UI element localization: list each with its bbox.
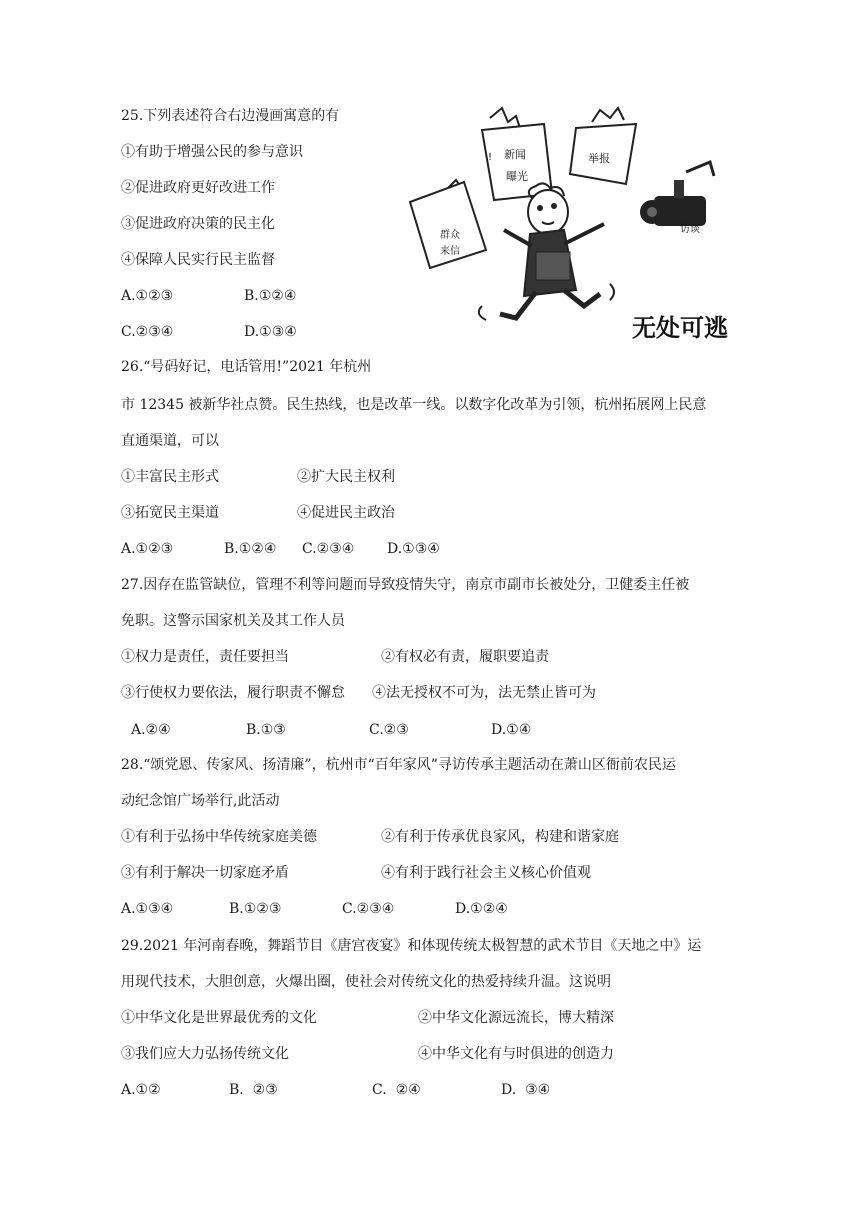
q29-statement-3: ③我们应大力弘扬传统文化 <box>121 1046 289 1062</box>
q25-stem: 25.下列表述符合右边漫画寓意的有 <box>121 108 340 124</box>
q26-statement-4: ④促进民主政治 <box>297 505 395 521</box>
q25-choice-c: C.②③④ <box>121 324 174 340</box>
q29-statement-1: ①中华文化是世界最优秀的文化 <box>121 1010 317 1026</box>
q28-statement-2: ②有利于传承优良家风，构建和谐家庭 <box>381 829 619 845</box>
q25-statement-3: ③促进政府决策的民主化 <box>121 216 275 232</box>
q29-choice-a: A.①② <box>121 1082 161 1098</box>
q29-statement-4: ④中华文化有与时俱进的创造力 <box>418 1046 614 1062</box>
q28-choice-a: A.①③④ <box>121 901 174 917</box>
q25-choice-a: A.①②③ <box>121 288 174 304</box>
q26-choice-a: A.①②③ <box>121 541 174 557</box>
q25-choice-d: D.①③④ <box>244 324 297 340</box>
letters-sign <box>410 180 486 268</box>
q28-choice-d: D.①②④ <box>455 901 508 917</box>
q27-choice-c: C.②③ <box>369 722 409 738</box>
q25-choice-b: B.①②④ <box>244 288 297 304</box>
q29-choice-b: B. ②③ <box>229 1082 278 1098</box>
q25-statement-1: ①有助于增强公民的参与意识 <box>121 144 303 160</box>
q27-statement-2: ②有权必有责，履职要追责 <box>381 649 549 665</box>
q29-stem-line-2: 用现代技术，大胆创意，火爆出圈，使社会对传统文化的热爱持续升温。这说明 <box>121 974 611 990</box>
q28-statement-3: ③有利于解决一切家庭矛盾 <box>121 865 289 881</box>
q26-stem-line-3: 直通渠道，可以 <box>121 433 219 449</box>
q26-statement-3: ③拓宽民主渠道 <box>121 505 219 521</box>
q25-statement-2: ②促进政府更好改进工作 <box>121 180 275 196</box>
report-sign-label: 举报 <box>588 152 610 165</box>
q27-statement-4: ④法无授权不可为，法无禁止皆可为 <box>372 685 596 701</box>
q28-stem-line-2: 动纪念馆广场举行,此活动 <box>121 793 280 809</box>
q28-choice-b: B.①②③ <box>229 901 282 917</box>
letters-sign-line-1: 群众 <box>440 230 460 241</box>
q27-choice-a: A.②④ <box>131 722 171 738</box>
q26-choice-b: B.①②④ <box>224 541 277 557</box>
q29-choice-c: C. ②④ <box>372 1082 421 1098</box>
q26-choice-c: C.②③④ <box>302 541 355 557</box>
news-sign-line-1: 新闻 <box>504 148 526 161</box>
report-sign <box>570 108 636 184</box>
cartoon-caption: 无处可逃 <box>632 314 728 342</box>
q27-stem-line-2: 免职。这警示国家机关及其工作人员 <box>121 613 345 629</box>
q26-stem-line-2: 市 12345 被新华社点赞。民生热线，也是改革一线。以数字化改革为引领，杭州拓展网上民意 <box>121 397 707 413</box>
q29-stem-line-1: 29.2021 年河南春晚，舞蹈节目《唐宫夜宴》和体现传统太极智慧的武术节目《天地之中》运 <box>121 938 702 954</box>
q27-stem-line-1: 27.因存在监管缺位，管理不利等问题而导致疫情失守，南京市副市长被处分，卫健委主任被 <box>121 577 690 593</box>
svg-text:!: ! <box>488 152 493 163</box>
q26-stem-line-1: 26.“号码好记，电话管用!”2021 年杭州 <box>121 359 372 375</box>
news-sign-line-2: 曝光 <box>506 170 528 183</box>
q26-statement-1: ①丰富民主形式 <box>121 469 219 485</box>
q28-choice-c: C.②③④ <box>342 901 395 917</box>
q27-statement-1: ①权力是责任，责任要担当 <box>121 649 289 665</box>
camera-label: 访谈 <box>680 224 700 235</box>
q27-choice-b: B.①③ <box>246 722 286 738</box>
q25-statement-4: ④保障人民实行民主监督 <box>121 252 275 268</box>
q26-choice-d: D.①③④ <box>387 541 440 557</box>
q29-choice-d: D. ③④ <box>501 1082 551 1098</box>
video-camera-icon <box>640 162 714 235</box>
q27-choice-d: D.①④ <box>491 722 532 738</box>
cartoon-no-escape <box>404 100 734 345</box>
cartoon-illustration <box>404 100 734 345</box>
q27-statement-3: ③行使权力要依法，履行职责不懈怠 <box>121 685 345 701</box>
q29-statement-2: ②中华文化源远流长，博大精深 <box>418 1010 614 1026</box>
q26-statement-2: ②扩大民主权利 <box>297 469 395 485</box>
q28-statement-4: ④有利于践行社会主义核心价值观 <box>381 865 591 881</box>
running-official-figure <box>479 183 614 320</box>
q28-statement-1: ①有利于弘扬中华传统家庭美德 <box>121 829 317 845</box>
letters-sign-line-2: 来信 <box>440 246 460 257</box>
news-exposure-sign <box>482 108 552 200</box>
q28-stem-line-1: 28.“颂党恩、传家风、扬清廉”，杭州市“百年家风”寻访传承主题活动在萧山区衙前农民运 <box>121 757 676 773</box>
